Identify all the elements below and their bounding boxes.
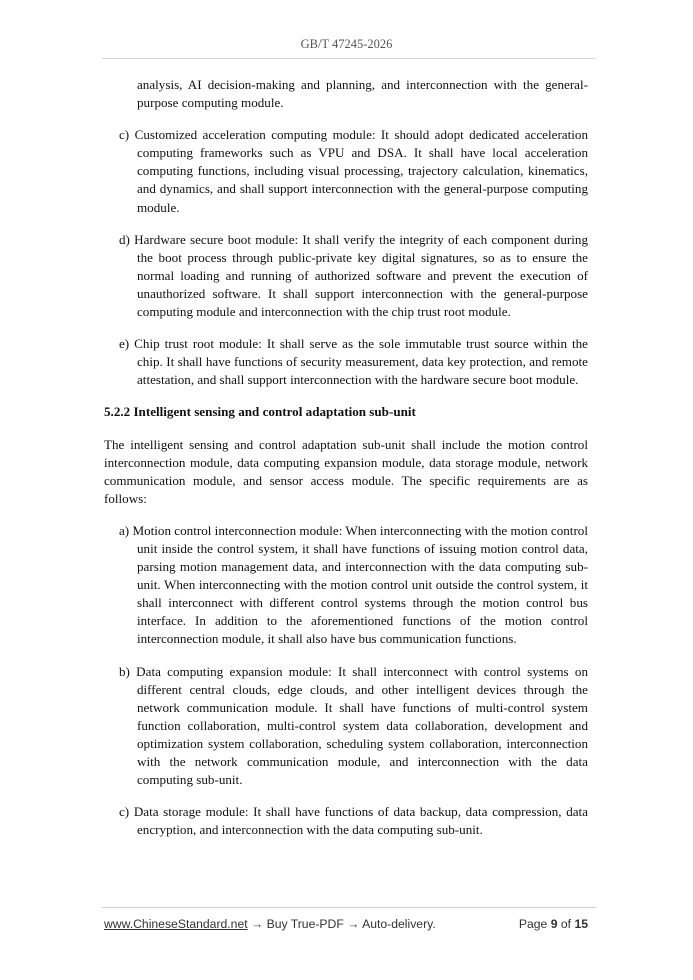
- list-item-d-secure-boot-module: d) Hardware secure boot module: It shall verify the integrity of each component during the boot process through public-private key digital signatures, so as to ensure the normal loading and running of authorized software and prevent the execution of unauthorized software. It shall support interconnection with the general-purpose computing module and interconnection with the chip trust root module.: [119, 231, 588, 320]
- arrow-right-icon: →: [251, 917, 264, 931]
- arrow-right-icon: →: [347, 917, 360, 931]
- page-body: [104, 76, 588, 853]
- list-item-b-data-computing-expansion: b) Data computing expansion module: It shall interconnect with control systems on different central clouds, edge clouds, and other intelligent devices through the network communication module. It shall have functions of multi-control system function collaboration, multi-control system data collaboration, development and optimization system collaboration, scheduling system collaboration, interconnection with the network communication module, and interconnection with the data computing sub-unit.: [119, 663, 588, 788]
- list-item-e-trust-root-module: e) Chip trust root module: It shall serve as the sole immutable trust source within the chip. It shall have functions of security measurement, data key protection, and remote attestation, and shall support interconnection with the hardware secure boot module.: [119, 336, 588, 388]
- site-link[interactable]: www.ChineseStandard.net: [104, 917, 248, 931]
- list-item-a-motion-control-module: a) Motion control interconnection module: When interconnecting with the motion control unit inside the control system, it shall have functions of issuing motion control data, parsing motion management data, and interconnection with the data computing sub-unit. When interconnecting with the motion control unit outside the control system, it shall interconnect with different control systems through the motion control bus interface. In addition to the aforementioned functions of the motion control interconnection module, it shall also have bus communication functions.: [119, 522, 588, 647]
- page-number: 9: [550, 917, 558, 931]
- section-heading: 5.2.2 Intelligent sensing and control adaptation sub-unit: [104, 404, 416, 420]
- document-id: GB/T 47245-2026: [300, 37, 393, 51]
- page-total: 15: [574, 917, 588, 931]
- buy-pdf-text: Buy True-PDF: [266, 917, 344, 931]
- list-item-continuation: analysis, AI decision-making and planning, and interconnection with the general-purpose computing module.: [137, 77, 588, 111]
- auto-delivery-text: Auto-delivery.: [362, 917, 436, 931]
- of-label: of: [560, 917, 572, 931]
- header-divider: [102, 58, 596, 59]
- page-label: Page: [518, 917, 548, 931]
- page-indicator: [519, 917, 588, 931]
- section-intro-paragraph: The intelligent sensing and control adaptation sub-unit shall include the motion control interconnection module, data computing expansion module, data storage module, network communication module, and sensor access module. The specific requirements are as follows:: [104, 436, 588, 506]
- list-item-c-data-storage-module: c) Data storage module: It shall have functions of data backup, data compression, data encryption, and interconnection with the data computing sub-unit.: [119, 804, 588, 838]
- footer-promo: [104, 917, 436, 931]
- document-header: [0, 37, 693, 52]
- list-item-c-acceleration-module: c) Customized acceleration computing module: It should adopt dedicated acceleration computing frameworks such as VPU and DSA. It shall have local acceleration computing functions, including visual processing, trajectory calculation, kinematics, and dynamics, and shall support interconnection with the general-purpose computing module.: [119, 127, 588, 215]
- footer-divider: [102, 907, 596, 908]
